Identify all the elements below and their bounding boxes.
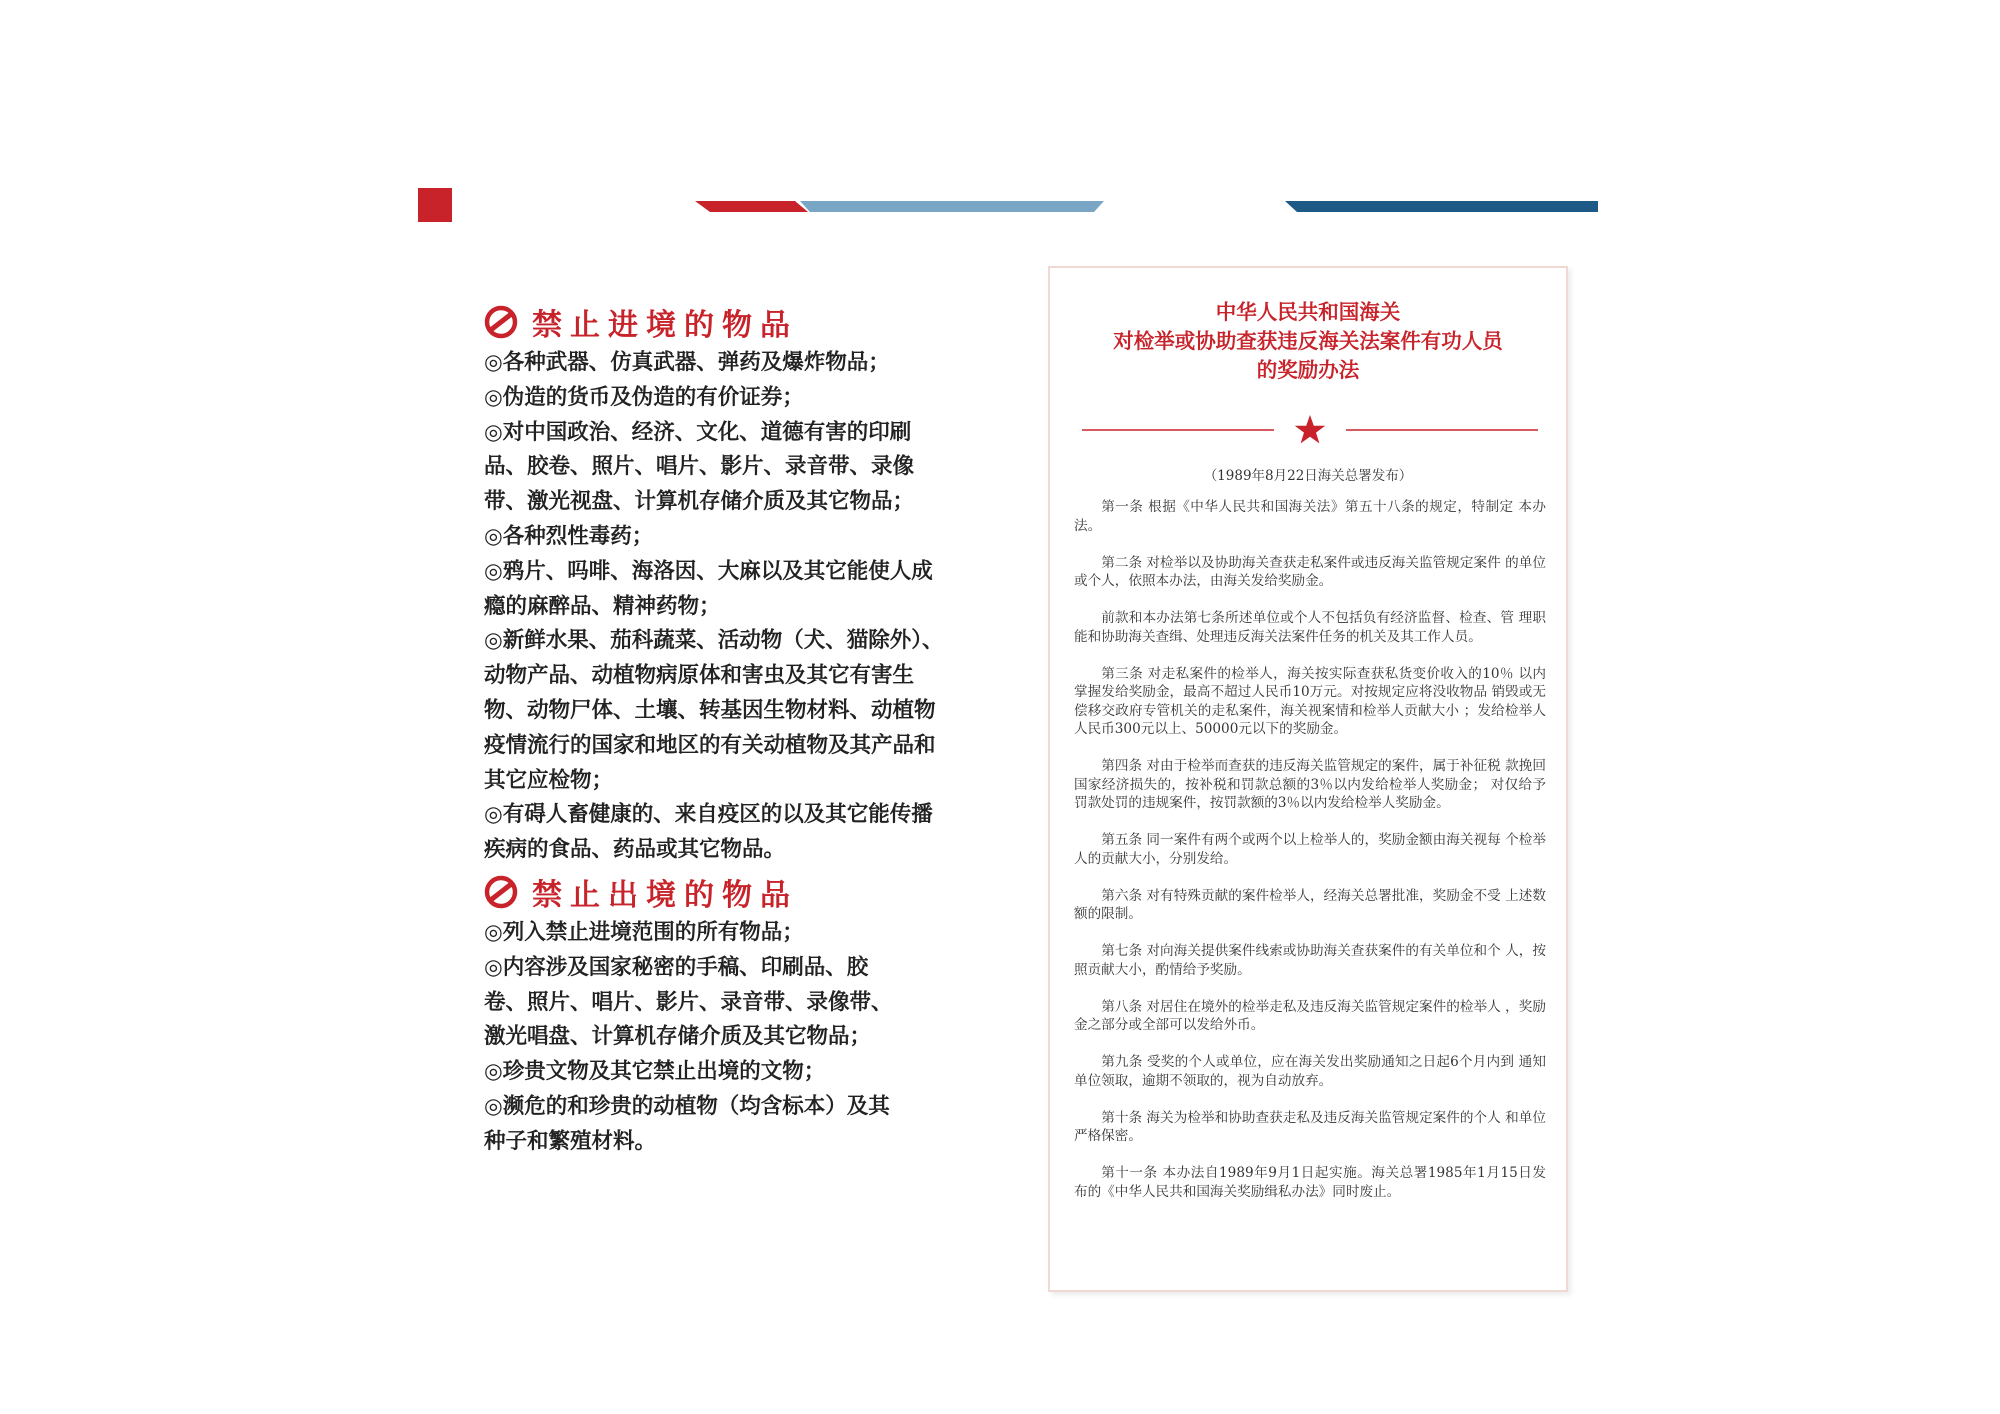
prohibited-items-column [484, 300, 954, 1160]
panel-title [1050, 298, 1566, 385]
star-icon [1295, 415, 1325, 443]
section-entry-title: 禁止进境的物品 [532, 308, 798, 343]
list-item: ◎鸦片、吗啡、海洛因、大麻以及其它能使人成瘾的麻醉品、精神药物； [484, 558, 933, 619]
article: 第八条 对居住在境外的检举走私及违反海关监管规定案件的检举人 ，奖励金之部分或全部可以发给外币。 [1074, 998, 1546, 1033]
list-item: ◎有碍人畜健康的、来自疫区的以及其它能传播疾病的食品、药品或其它物品。 [484, 802, 933, 863]
reward-regulation-panel [1048, 266, 1568, 1292]
star-divider [1082, 414, 1538, 444]
header-bars [0, 0, 2000, 260]
light-blue-bar [800, 201, 1104, 212]
red-bar [695, 201, 808, 212]
exit-items-list [484, 916, 954, 1160]
dark-blue-bar [1285, 201, 1598, 212]
list-item: ◎伪造的货币及伪造的有价证券； [484, 384, 804, 410]
article: 第四条 对由于检举而查获的违反海关监管规定的案件，属于补征税 款挽回国家经济损失的，按补税和罚款总额的3％以内发给检举人奖励金； 对仅给予罚款处罚的违规案件，按罚款额的3％以内发给检举人奖励金。 [1074, 758, 1546, 811]
panel-title-line: 中华人民共和国海关 [1215, 300, 1401, 324]
article: 第十一条 本办法自1989年9月1日起实施。海关总署1985年1月15日发 布的《中华人民共和国海关奖励缉私办法》同时废止。 [1074, 1165, 1546, 1200]
list-item: ◎对中国政治、经济、文化、道德有害的印刷品、胶卷、照片、唱片、影片、录音带、录像带、激光视盘、计算机存储介质及其它物品； [484, 419, 915, 515]
list-item: ◎珍贵文物及其它禁止出境的文物； [484, 1059, 826, 1085]
article: 第三条 对走私案件的检举人，海关按实际查获私货变价收入的10％ 以内掌握发给奖励金，最高不超过人民币10万元。对按规定应将没收物品 销毁或无偿移交政府专管机关的走私案件，海关视案情和检举人贡献大小 ；发给检举人人民币300元以上、50000元以下的奖励金。 [1074, 665, 1546, 737]
list-item: ◎各种烈性毒药； [484, 523, 654, 549]
article: 第二条 对检举以及协助海关查获走私案件或违反海关监管规定案件 的单位或个人，依照本办法，由海关发给奖励金。 [1074, 554, 1546, 589]
entry-items-list [484, 346, 954, 868]
list-item: ◎各种武器、仿真武器、弹药及爆炸物品； [484, 350, 890, 375]
article: 第九条 受奖的个人或单位，应在海关发出奖励通知之日起6个月内到 通知单位领取，逾期不领取的，视为自动放弃。 [1074, 1054, 1546, 1089]
panel-title-line: 的奖励办法 [1256, 358, 1360, 382]
section-entry-heading [484, 300, 954, 344]
no-entry-icon [484, 875, 518, 909]
no-entry-icon [484, 305, 518, 339]
article: 第七条 对向海关提供案件线索或协助海关查获案件的有关单位和个 人，按照贡献大小，酌情给予奖励。 [1074, 943, 1546, 978]
section-exit-title: 禁止出境的物品 [532, 877, 798, 913]
list-item: ◎濒危的和珍贵的动植物（均含标本）及其种子和繁殖材料。 [484, 1093, 890, 1154]
article: 第五条 同一案件有两个或两个以上检举人的，奖励金额由海关视每 个检举人的贡献大小，分别发给。 [1074, 832, 1546, 867]
article: 前款和本办法第七条所述单位或个人不包括负有经济监督、检查、管 理职能和协助海关查缉、处理违反海关法案件任务的机关及其工作人员。 [1074, 610, 1546, 645]
list-item: ◎内容涉及国家秘密的手稿、印刷品、胶卷、照片、唱片、影片、录音带、录像带、激光唱盘、计算机存储介质及其它物品； [484, 954, 893, 1050]
article: 第十条 海关为检举和协助查获走私及违反海关监管规定案件的个人 和单位严格保密。 [1074, 1109, 1546, 1144]
list-item: ◎列入禁止进境范围的所有物品； [484, 919, 804, 945]
section-exit-heading [484, 870, 954, 914]
article: 第六条 对有特殊贡献的案件检举人，经海关总署批准，奖励金不受 上述数额的限制。 [1074, 887, 1546, 922]
panel-title-line: 对检举或协助查获违反海关法案件有功人员 [1113, 329, 1503, 353]
publish-date: （1989年8月22日海关总署发布） [1203, 468, 1413, 484]
article: 第一条 根据《中华人民共和国海关法》第五十八条的规定，特制定 本办法。 [1074, 499, 1546, 534]
articles [1074, 498, 1546, 1220]
list-item: ◎新鲜水果、茄科蔬菜、活动物（犬、猫除外）、动物产品、动植物病原体和害虫及其它有害生物、动物尸体、土壤、转基因生物材料、动植物疫情流行的国家和地区的有关动植物及其产品和其它应检物； [484, 628, 944, 793]
